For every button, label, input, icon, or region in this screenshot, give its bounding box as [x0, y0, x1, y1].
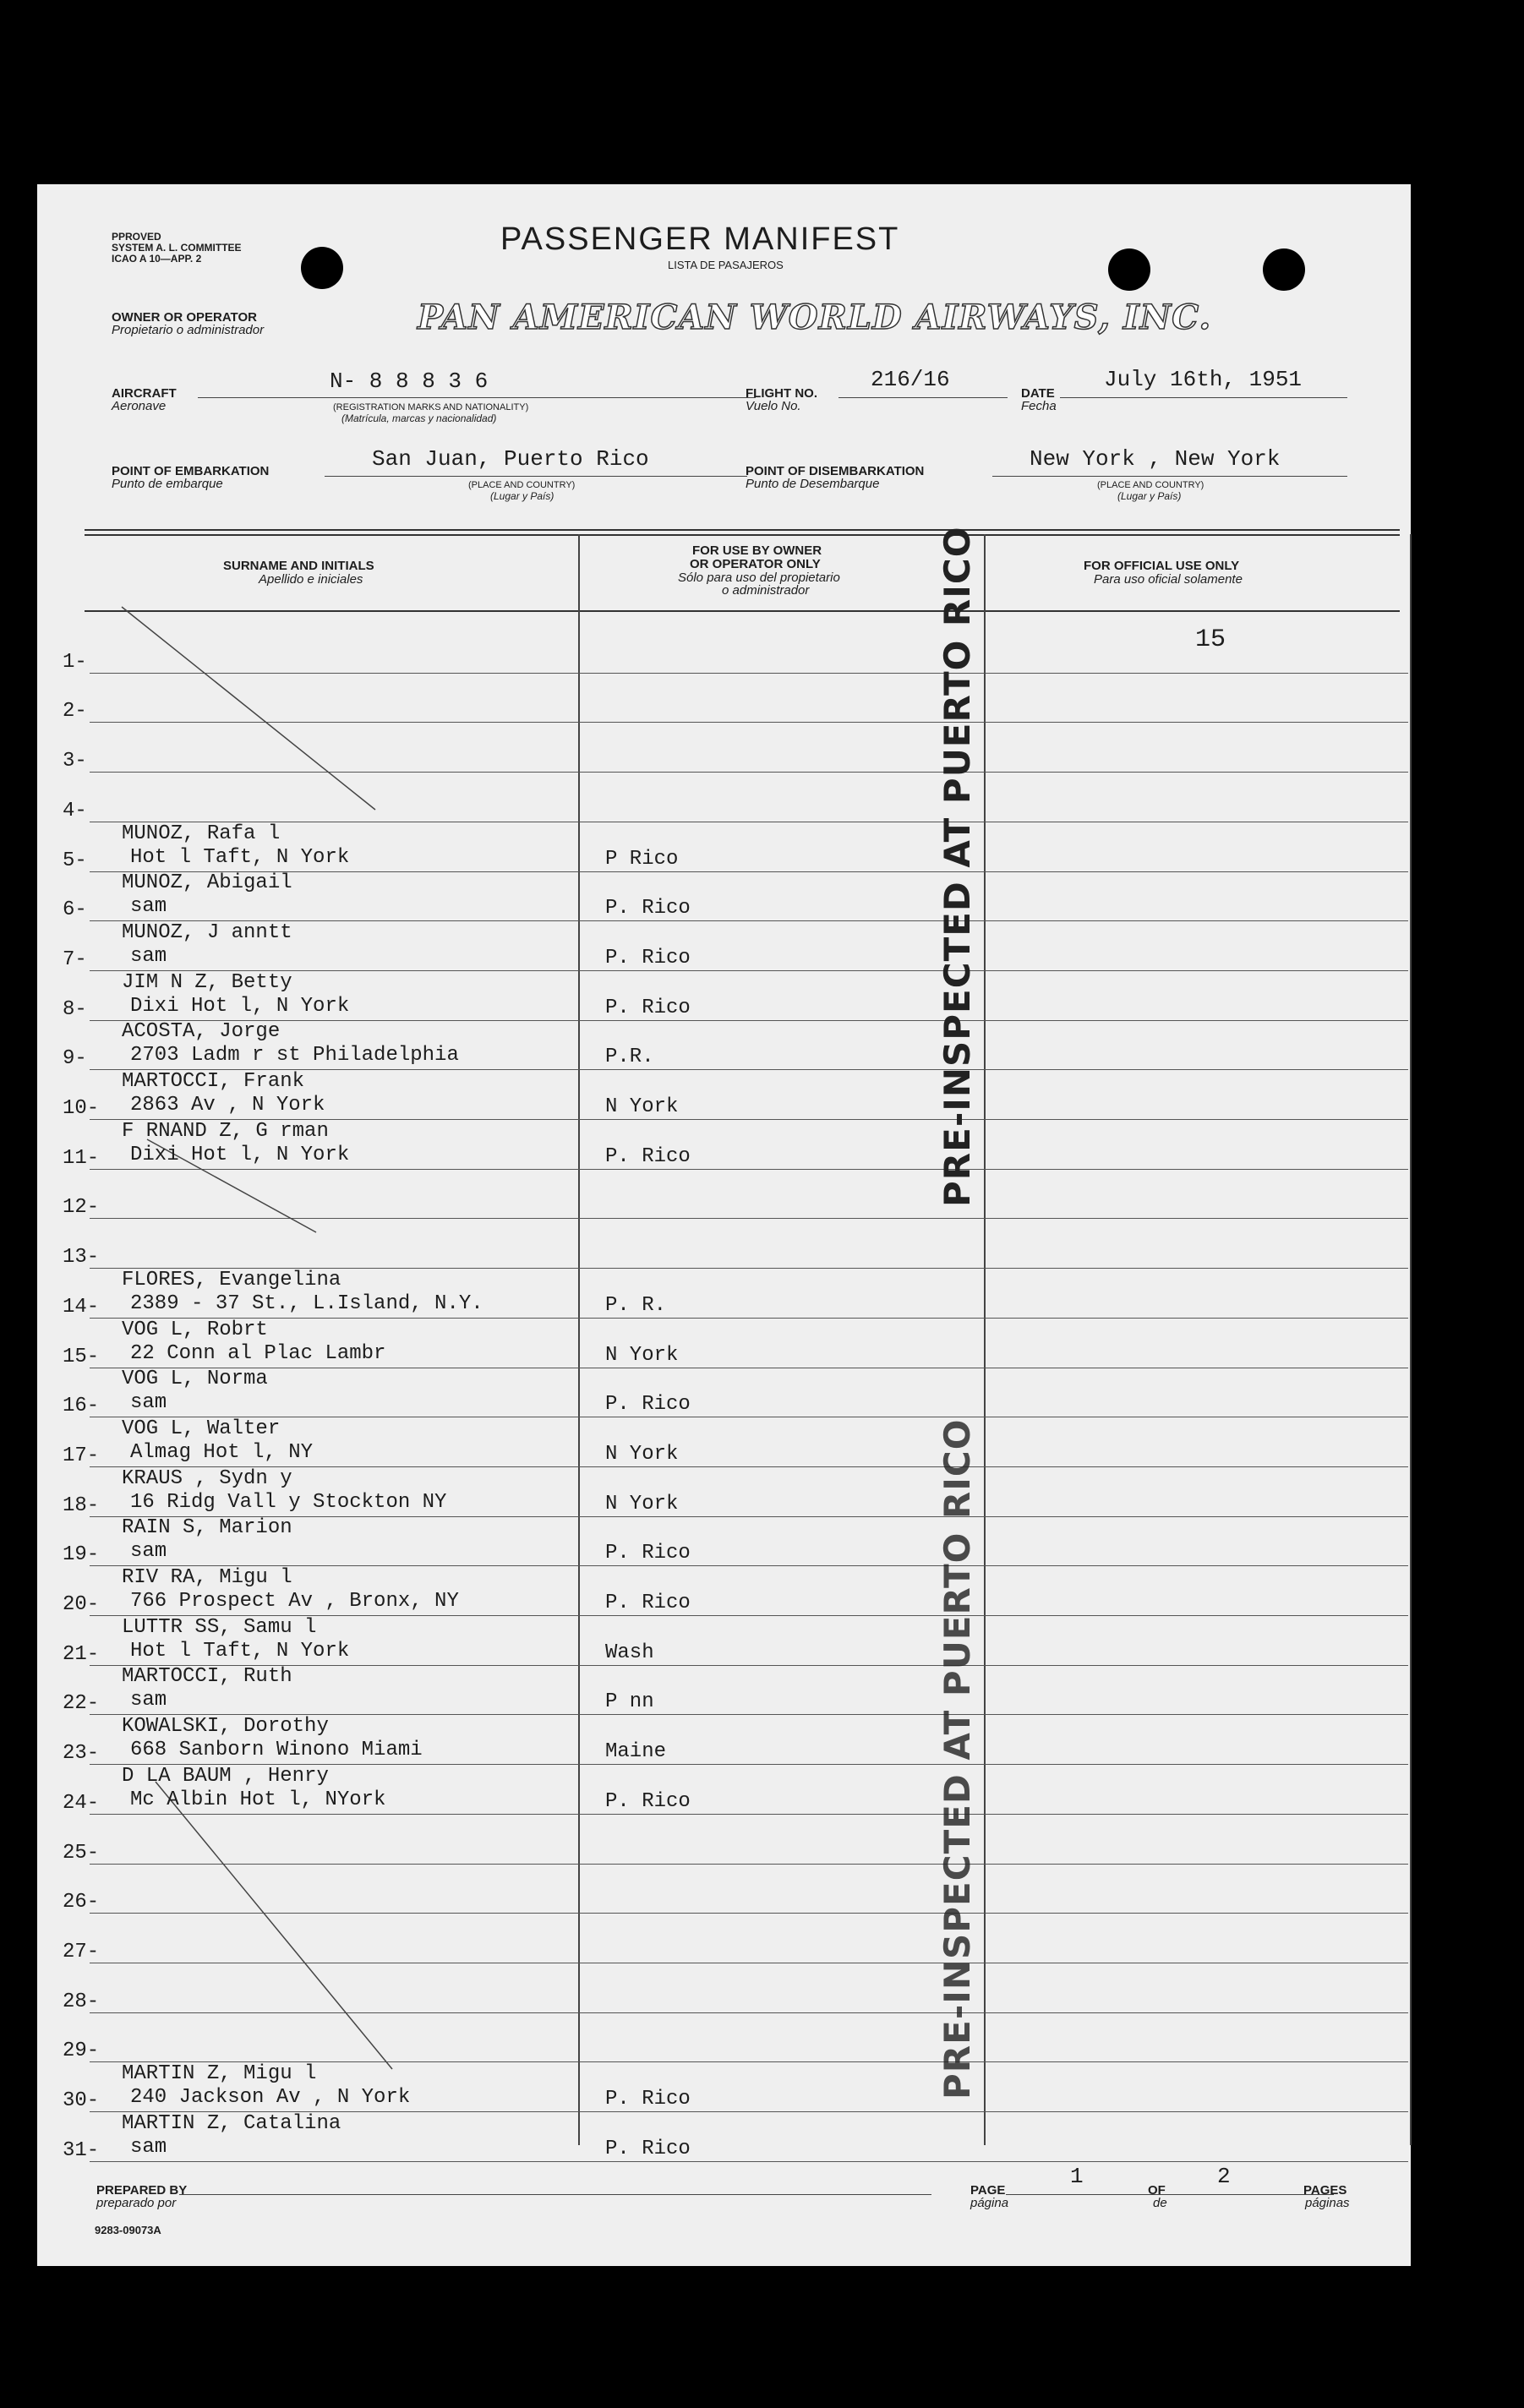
passenger-address: sam: [130, 895, 167, 919]
passenger-residence-note: Wash: [605, 1641, 654, 1664]
column-header-surname-es: Apellido e iniciales: [259, 572, 363, 587]
strike-line-rows-25-29: [156, 1782, 392, 2069]
row-number: 3-: [63, 750, 87, 773]
row-number: 10-: [63, 1097, 100, 1120]
passenger-residence-note: P. R.: [605, 1293, 667, 1317]
passenger-residence-note: P. Rico: [605, 1789, 691, 1813]
passenger-name: MARTIN Z, Migu l: [122, 2062, 317, 2085]
passenger-residence-note: P. Rico: [605, 996, 691, 1019]
owner-label: OWNER OR OPERATOR: [112, 310, 257, 325]
manifest-sheet: [37, 184, 1411, 2266]
column-header-official-es: Para uso oficial solamente: [1094, 572, 1243, 587]
embark-value: San Juan, Puerto Rico: [372, 446, 649, 472]
passenger-name: RAIN S, Marion: [122, 1516, 292, 1540]
passenger-residence-note: N York: [605, 1442, 679, 1466]
passenger-address: 2389 - 37 St., L.Island, N.Y.: [130, 1291, 483, 1315]
passenger-name: F RNAND Z, G rman: [122, 1119, 329, 1143]
passenger-name: MUNOZ, Abigail: [122, 871, 292, 895]
strike-lines: [37, 184, 1411, 2266]
airline-name: PAN AMERICAN WORLD AIRWAYS, INC.: [418, 298, 1212, 337]
passenger-name: JIM N Z, Betty: [122, 970, 292, 994]
row-number: 5-: [63, 849, 87, 872]
passenger-address: 22 Conn al Plac Lambr: [130, 1341, 386, 1365]
aircraft-value: N- 8 8 8 3 6: [330, 369, 489, 394]
date-value: July 16th, 1951: [1104, 367, 1303, 392]
passenger-residence-note: P Rico: [605, 847, 679, 871]
passenger-name: VOG L, Norma: [122, 1368, 268, 1391]
row-number: 30-: [63, 2089, 100, 2112]
passenger-residence-note: N York: [605, 1492, 679, 1515]
column-header-owner-use-es-2: o administrador: [722, 583, 810, 598]
disembark-place-note: (PLACE AND COUNTRY): [1097, 480, 1204, 490]
row-number: 7-: [63, 947, 87, 971]
aircraft-label-es: Aeronave: [112, 399, 167, 413]
passenger-residence-note: P. Rico: [605, 1592, 691, 1614]
passenger-residence-note: P. Rico: [605, 2137, 691, 2160]
passenger-address: sam: [130, 2135, 167, 2159]
passenger-residence-note: P. Rico: [605, 897, 691, 920]
row-number: 14-: [63, 1295, 100, 1319]
embark-label-es: Punto de embarque: [112, 477, 223, 491]
aircraft-label: AIRCRAFT: [112, 386, 177, 401]
aircraft-note: (REGISTRATION MARKS AND NATIONALITY): [333, 402, 529, 412]
passenger-address: Almag Hot l, NY: [130, 1440, 314, 1464]
row-number: 12-: [63, 1196, 100, 1220]
passenger-name: KOWALSKI, Dorothy: [122, 1715, 329, 1739]
row-number: 28-: [63, 1990, 100, 2013]
passenger-name: MARTOCCI, Frank: [122, 1070, 305, 1093]
passenger-name: KRAUS , Sydn y: [122, 1466, 292, 1490]
passenger-name: RIV RA, Migu l: [122, 1566, 292, 1589]
page-value: 1: [1070, 2164, 1084, 2189]
row-number: 18-: [63, 1493, 100, 1517]
owner-label-es: Propietario o administrador: [112, 323, 265, 337]
passenger-address: 240 Jackson Av , N York: [130, 2086, 411, 2109]
passenger-address: Hot l Taft, N York: [130, 845, 350, 869]
row-number: 2-: [63, 700, 87, 723]
prepared-by-underline: [179, 2194, 931, 2195]
passenger-address: sam: [130, 1540, 167, 1564]
prepared-by-label: PREPARED BY: [96, 2183, 188, 2198]
passenger-name: ACOSTA, Jorge: [122, 1020, 281, 1044]
pre-inspected-stamp-2: PRE-INSPECTED AT PUERTO RICO: [937, 1418, 978, 2099]
pre-inspected-stamp-1: PRE-INSPECTED AT PUERTO RICO: [937, 526, 978, 1207]
page-title: PASSENGER MANIFEST: [500, 221, 900, 257]
of-label: OF: [1148, 2183, 1166, 2198]
row-number: 9-: [63, 1047, 87, 1071]
embark-place-note-es: (Lugar y País): [490, 490, 554, 502]
page-label: PAGE: [970, 2183, 1006, 2198]
pages-label: PAGES: [1303, 2183, 1347, 2198]
aircraft-note-es: (Matrícula, marcas y nacionalidad): [341, 412, 497, 424]
row-number: 20-: [63, 1593, 100, 1616]
passenger-address: 2863 Av , N York: [130, 1094, 325, 1117]
row-number: 31-: [63, 2138, 100, 2162]
passenger-name: MUNOZ, J anntt: [122, 920, 292, 944]
passenger-address: Hot l Taft, N York: [130, 1639, 350, 1663]
flight-label: FLIGHT NO.: [746, 386, 817, 401]
passenger-name: MUNOZ, Rafa l: [122, 822, 281, 845]
row-number: 23-: [63, 1742, 100, 1766]
row-number: 25-: [63, 1841, 100, 1865]
passenger-address: 2703 Ladm r st Philadelphia: [130, 1044, 459, 1067]
passenger-address: 16 Ridg Vall y Stockton NY: [130, 1490, 447, 1514]
flight-value: 216/16: [871, 367, 950, 392]
row-number: 13-: [63, 1246, 100, 1270]
passenger-name: MARTOCCI, Ruth: [122, 1665, 292, 1689]
row-number: 8-: [63, 997, 87, 1021]
disembark-label: POINT OF DISEMBARKATION: [746, 464, 925, 478]
approved-line: SYSTEM A. L. COMMITTEE: [112, 242, 242, 254]
column-header-owner-use-2: OR OPERATOR ONLY: [690, 557, 821, 571]
passenger-residence-note: N York: [605, 1343, 679, 1367]
row-number: 6-: [63, 898, 87, 922]
passenger-address: sam: [130, 1689, 167, 1712]
passenger-name: MARTIN Z, Catalina: [122, 2111, 341, 2135]
passenger-name: VOG L, Walter: [122, 1417, 281, 1440]
passenger-residence-note: P. Rico: [605, 946, 691, 969]
row-number: 22-: [63, 1692, 100, 1716]
of-label-es: de: [1153, 2196, 1167, 2210]
passenger-address: 766 Prospect Av , Bronx, NY: [130, 1590, 459, 1613]
disembark-place-note-es: (Lugar y País): [1117, 490, 1182, 502]
row-number: 17-: [63, 1444, 100, 1467]
approved-line: ICAO A 10—APP. 2: [112, 253, 202, 265]
passenger-name: LUTTR SS, Samu l: [122, 1615, 317, 1639]
passenger-address: Mc Albin Hot l, NYork: [130, 1788, 386, 1811]
row-number: 1-: [63, 650, 87, 674]
passenger-residence-note: N York: [605, 1095, 679, 1118]
row-number: 16-: [63, 1395, 100, 1418]
passenger-address: sam: [130, 1391, 167, 1415]
passenger-name: D LA BAUM , Henry: [122, 1764, 329, 1788]
disembark-label-es: Punto de Desembarque: [746, 477, 880, 491]
passenger-name: VOG L, Robrt: [122, 1318, 268, 1341]
pages-label-es: páginas: [1305, 2196, 1350, 2210]
page-title-es: LISTA DE PASAJEROS: [668, 259, 784, 271]
passenger-residence-note: P.R.: [605, 1046, 654, 1069]
embark-place-note: (PLACE AND COUNTRY): [468, 480, 576, 490]
passenger-residence-note: P. Rico: [605, 2088, 691, 2110]
passenger-residence-note: P. Rico: [605, 1393, 691, 1417]
prepared-by-label-es: preparado por: [96, 2196, 177, 2210]
passenger-address: sam: [130, 944, 167, 968]
flight-label-es: Vuelo No.: [746, 399, 801, 413]
passenger-address: 668 Sanborn Winono Miami: [130, 1739, 423, 1762]
row-number: 4-: [63, 799, 87, 822]
row-number: 21-: [63, 1642, 100, 1666]
passenger-residence-note: Maine: [605, 1740, 667, 1764]
date-label: DATE: [1021, 386, 1055, 401]
passenger-address: Dixi Hot l, N York: [130, 1143, 350, 1166]
strike-line-rows-1-4: [122, 607, 375, 810]
row-number: 26-: [63, 1891, 100, 1914]
passenger-residence-note: P. Rico: [605, 1542, 691, 1565]
row-number: 15-: [63, 1345, 100, 1368]
passenger-residence-note: P nn: [605, 1690, 654, 1714]
row-number: 29-: [63, 2039, 100, 2063]
row-number: 24-: [63, 1791, 100, 1815]
date-label-es: Fecha: [1021, 399, 1057, 413]
column-header-surname: SURNAME AND INITIALS: [223, 559, 374, 573]
passenger-residence-note: P. Rico: [605, 1144, 691, 1168]
page-label-es: página: [970, 2196, 1009, 2210]
form-code: 9283-09073A: [95, 2224, 161, 2236]
disembark-value: New York , New York: [1030, 446, 1281, 472]
passenger-name: FLORES, Evangelina: [122, 1268, 341, 1291]
official-count: 15: [1195, 625, 1226, 654]
approved-line: PPROVED: [112, 231, 161, 243]
row-number: 11-: [63, 1146, 100, 1170]
column-header-official: FOR OFFICIAL USE ONLY: [1084, 559, 1240, 573]
column-header-owner-use-es-1: Sólo para uso del propietario: [678, 571, 840, 585]
row-number: 19-: [63, 1543, 100, 1567]
column-header-owner-use-1: FOR USE BY OWNER: [692, 543, 822, 558]
row-number: 27-: [63, 1940, 100, 1963]
passenger-address: Dixi Hot l, N York: [130, 994, 350, 1018]
embark-label: POINT OF EMBARKATION: [112, 464, 270, 478]
of-value: 2: [1217, 2164, 1231, 2189]
